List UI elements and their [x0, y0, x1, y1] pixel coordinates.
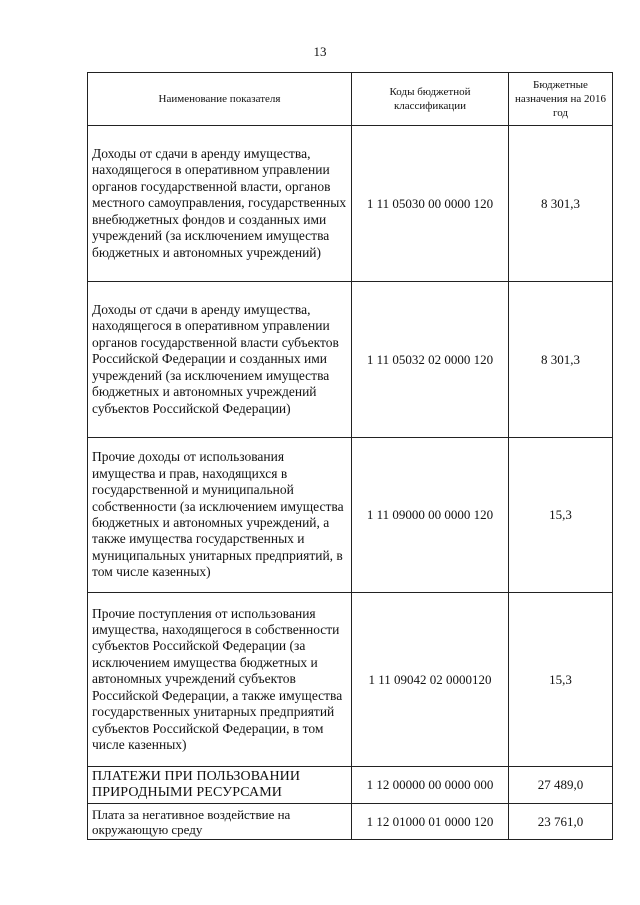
row-value: 15,3 — [509, 438, 613, 593]
budget-table — [87, 72, 613, 840]
header-value: Бюджетные назначения на 2016 год — [509, 73, 613, 126]
header-name: Наименование показателя — [88, 73, 352, 126]
page-number: 13 — [313, 44, 327, 59]
table-row — [88, 438, 613, 593]
row-name: Прочие поступления от использования имущества, находящегося в собственности субъектов Российской Федерации (за исключением имущества бюджетных и автономных учреждений субъектов Российской Федерации, а также имущества государственных унитарных предприятий субъектов Российской Федерации, в том числе казенных) — [88, 593, 352, 767]
row-name: Доходы от сдачи в аренду имущества, находящегося в оперативном управлении органов государственной власти, органов местного самоуправления, государственных внебюджетных фондов и созданных ими учреждений (за исключением имущества бюджетных и автономных учреждений) — [88, 126, 352, 282]
row-code: 1 11 05030 00 0000 120 — [352, 126, 509, 282]
table-row — [88, 767, 613, 804]
row-value: 8 301,3 — [509, 126, 613, 282]
table-row — [88, 593, 613, 767]
row-name: Плата за негативное воздействие на окружающую среду — [88, 804, 352, 840]
row-code: 1 11 09042 02 0000120 — [352, 593, 509, 767]
row-value: 27 489,0 — [509, 767, 613, 804]
row-code: 1 11 09000 00 0000 120 — [352, 438, 509, 593]
row-name: Прочие доходы от использования имущества и прав, находящихся в государственной и муниципальной собственности (за исключением имущества бюджетных и автономных учреждений, а также имущества государственных и муниципальных унитарных предприятий, в том числе казенных) — [88, 438, 352, 593]
row-name: Доходы от сдачи в аренду имущества, находящегося в оперативном управлении органов государственной власти субъектов Российской Федерации и созданных ими учреждений (за исключением имущества бюджетных и автономных учреждений субъектов Российской Федерации) — [88, 282, 352, 438]
row-code: 1 12 01000 01 0000 120 — [352, 804, 509, 840]
row-value: 8 301,3 — [509, 282, 613, 438]
row-code: 1 11 05032 02 0000 120 — [352, 282, 509, 438]
table-row — [88, 282, 613, 438]
table-row — [88, 804, 613, 840]
row-name: ПЛАТЕЖИ ПРИ ПОЛЬЗОВАНИИ ПРИРОДНЫМИ РЕСУРСАМИ — [88, 767, 352, 804]
table-row — [88, 126, 613, 282]
header-code: Коды бюджетной классификации — [352, 73, 509, 126]
row-value: 15,3 — [509, 593, 613, 767]
row-code: 1 12 00000 00 0000 000 — [352, 767, 509, 804]
row-value: 23 761,0 — [509, 804, 613, 840]
table-header-row — [88, 73, 613, 126]
